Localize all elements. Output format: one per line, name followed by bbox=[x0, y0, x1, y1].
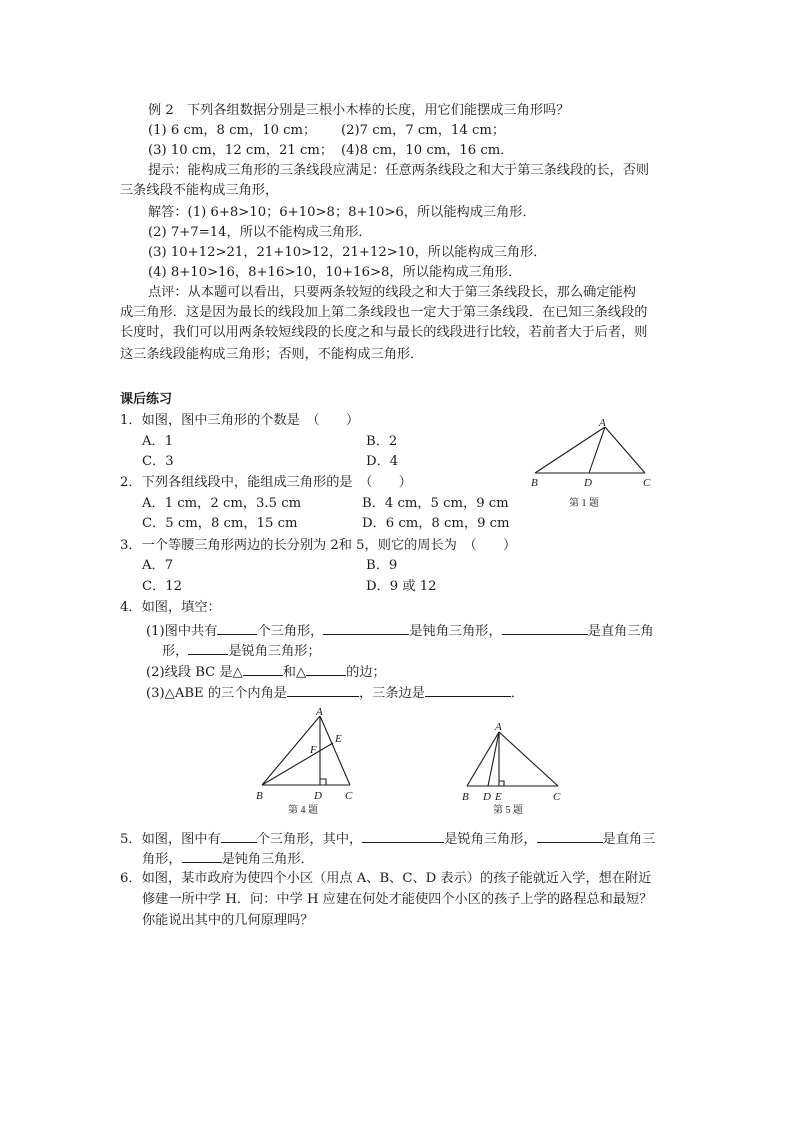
fig5-caption: 第 5 题 bbox=[493, 805, 523, 816]
fig4-right-angle-mark bbox=[320, 779, 326, 785]
exercises-heading: 课后练习 bbox=[120, 392, 173, 407]
fig5-segment-ad bbox=[488, 732, 499, 786]
q4-blank-right[interactable] bbox=[502, 620, 588, 635]
q5-line-1 bbox=[120, 828, 655, 850]
fig5-segment-ab bbox=[467, 732, 499, 786]
q2-option-b: B．4 cm，5 cm，9 cm bbox=[362, 496, 509, 511]
fig4-segment-ac bbox=[320, 716, 350, 785]
q5-line-1-part-c: 是锐角三角形， bbox=[444, 832, 537, 847]
q4-blank-angles[interactable] bbox=[287, 682, 359, 697]
q5-blank-count[interactable] bbox=[221, 828, 257, 843]
example-answer-2: (2) 7+7=14，所以不能构成三角形． bbox=[148, 225, 372, 240]
fig5-label-c: C bbox=[553, 791, 561, 803]
fig4-label-a: A bbox=[316, 706, 323, 718]
q4-line-1-part-c: 是钝角三角形， bbox=[409, 624, 502, 639]
q4-blank-triangle-count[interactable] bbox=[217, 620, 257, 635]
q3-option-d: D．9 或 12 bbox=[366, 579, 437, 594]
figure-4 bbox=[250, 703, 365, 819]
q4-line-4-part-c: ． bbox=[510, 686, 525, 701]
q4-line-1-part-b: 个三角形， bbox=[257, 624, 324, 639]
q6-line-3: 你能说出其中的几何原理吗？ bbox=[142, 913, 314, 928]
fig4-label-f: F bbox=[310, 744, 317, 756]
q1-stem: 1．如图，图中三角形的个数是 （ ） bbox=[120, 413, 360, 428]
figure-5 bbox=[455, 718, 570, 819]
example-answer-1: 解答：(1) 6+8>10；6+10>8；8+10>6，所以能构成三角形． bbox=[148, 205, 536, 220]
q4-line-1-part-d: 是直角三角 bbox=[587, 624, 654, 639]
q1-option-b: B．2 bbox=[366, 434, 398, 449]
q4-stem: 4．如图，填空： bbox=[120, 600, 221, 615]
q4-line-3-part-a: (2)线段 BC 是△ bbox=[146, 665, 243, 680]
q3-option-c: C．12 bbox=[142, 579, 183, 594]
example-note-line-2: 成三角形．这是因为最长的线段加上第二条线段也一定大于第三条线段．在已知三条线段的 bbox=[120, 305, 648, 320]
q5-line-2-part-b: 是钝角三角形． bbox=[221, 852, 314, 867]
fig4-label-c: C bbox=[345, 790, 353, 802]
q5-blank-obtuse[interactable] bbox=[182, 848, 222, 863]
fig1-segment-ad bbox=[589, 427, 605, 473]
fig5-label-e: E bbox=[495, 791, 502, 803]
q2-option-a: A．1 cm，2 cm，3.5 cm bbox=[142, 496, 302, 511]
fig4-label-d: D bbox=[314, 790, 322, 802]
q6-line-1: 6．如图，某市政府为使四个小区（用点 A、B、C、D 表示）的孩子能就近入学，想在附近 bbox=[120, 871, 652, 886]
q5-line-1-part-b: 个三角形，其中， bbox=[256, 832, 363, 847]
figure-1 bbox=[525, 415, 655, 511]
q4-line-1 bbox=[146, 620, 654, 642]
q4-line-2-part-a: 形， bbox=[162, 644, 189, 659]
fig5-label-b: B bbox=[462, 791, 469, 803]
q4-line-3-part-b: 和△ bbox=[282, 665, 307, 680]
q1-option-d: D．4 bbox=[366, 454, 399, 469]
example-option-4: (4)8 cm，10 cm，16 cm． bbox=[341, 143, 514, 158]
example-note-line-1: 点评：从本题可以看出，只要两条较短的线段之和大于第三条线段长，那么确定能构 bbox=[148, 285, 636, 300]
q5-line-1-part-d: 是直角三 bbox=[602, 832, 656, 847]
q4-line-4 bbox=[146, 682, 524, 704]
q4-blank-triangle-2[interactable] bbox=[306, 661, 346, 676]
q4-line-3 bbox=[146, 661, 386, 683]
fig1-label-a: A bbox=[599, 417, 606, 429]
q4-line-4-part-b: ，三条边是 bbox=[358, 686, 425, 701]
q3-stem: 3．一个等腰三角形两边的长分别为 2和 5，则它的周长为 （ ） bbox=[120, 538, 517, 553]
fig4-caption: 第 4 题 bbox=[288, 805, 318, 816]
q4-blank-acute[interactable] bbox=[188, 640, 228, 655]
fig5-segment-ac bbox=[499, 732, 558, 786]
example-note-line-3: 长度时，我们可以用两条较短线段的长度之和与最长的线段进行比较，若前者大于后者，则 bbox=[120, 325, 648, 340]
q5-line-1-part-a: 5．如图，图中有 bbox=[120, 832, 221, 847]
fig4-label-b: B bbox=[256, 790, 263, 802]
q2-option-d: D．6 cm，8 cm，9 cm bbox=[362, 516, 510, 531]
q3-option-b: B．9 bbox=[366, 558, 398, 573]
example-note-line-4: 这三条线段能构成三角形；否则，不能构成三角形． bbox=[120, 347, 424, 362]
fig4-label-e: E bbox=[335, 733, 342, 745]
fig1-segment-ac bbox=[605, 427, 645, 473]
example-option-1: (1) 6 cm，8 cm，10 cm； bbox=[148, 123, 317, 138]
example-answer-3: (3) 10+12>21，21+10>12，21+12>10，所以能构成三角形． bbox=[148, 245, 547, 260]
q4-blank-sides[interactable] bbox=[425, 682, 511, 697]
fig1-segment-ab bbox=[535, 427, 605, 473]
example-answer-4: (4) 8+10>16，8+16>10，10+16>8，所以能构成三角形． bbox=[148, 265, 522, 280]
q1-option-c: C．3 bbox=[142, 454, 174, 469]
fig1-label-c: C bbox=[643, 477, 651, 489]
q6-line-2: 修建一所中学 H．问：中学 H 应建在何处才能使四个小区的孩子上学的路程总和最短？ bbox=[142, 892, 653, 907]
q4-line-4-part-a: (3)△ABE 的三个内角是 bbox=[146, 686, 287, 701]
q5-line-2 bbox=[142, 848, 314, 870]
q4-line-1-part-a: (1)图中共有 bbox=[146, 624, 218, 639]
fig5-label-d: D bbox=[483, 791, 491, 803]
q4-blank-obtuse[interactable] bbox=[323, 620, 409, 635]
fig5-label-a: A bbox=[495, 721, 502, 733]
q4-line-3-part-c: 的边； bbox=[346, 665, 386, 680]
example-option-3: (3) 10 cm，12 cm，21 cm； bbox=[148, 143, 334, 158]
q1-option-a: A．1 bbox=[142, 434, 174, 449]
example-option-2: (2)7 cm，7 cm，14 cm； bbox=[341, 123, 506, 138]
example-title: 例 2 下列各组数据分别是三根小木棒的长度，用它们能摆成三角形吗？ bbox=[148, 103, 570, 118]
q2-option-c: C．5 cm，8 cm，15 cm bbox=[142, 516, 298, 531]
q4-line-2 bbox=[162, 640, 321, 662]
fig5-right-angle-mark bbox=[499, 781, 504, 786]
fig1-label-b: B bbox=[531, 477, 538, 489]
q5-line-2-part-a: 角形， bbox=[142, 852, 182, 867]
q2-stem: 2．下列各组线段中，能组成三角形的是 （ ） bbox=[120, 475, 412, 490]
example-hint-line-1: 提示：能构成三角形的三条线段应满足：任意两条线段之和大于第三条线段的长，否则 bbox=[148, 163, 650, 178]
q5-blank-right[interactable] bbox=[537, 828, 603, 843]
example-hint-line-2: 三条线段不能构成三角形， bbox=[120, 183, 279, 198]
q4-line-2-part-b: 是锐角三角形； bbox=[228, 644, 321, 659]
q5-blank-acute[interactable] bbox=[362, 828, 444, 843]
q4-blank-triangle-1[interactable] bbox=[243, 661, 283, 676]
fig1-label-d: D bbox=[584, 477, 592, 489]
q3-option-a: A．7 bbox=[142, 558, 174, 573]
fig1-caption: 第 1 题 bbox=[569, 498, 599, 509]
